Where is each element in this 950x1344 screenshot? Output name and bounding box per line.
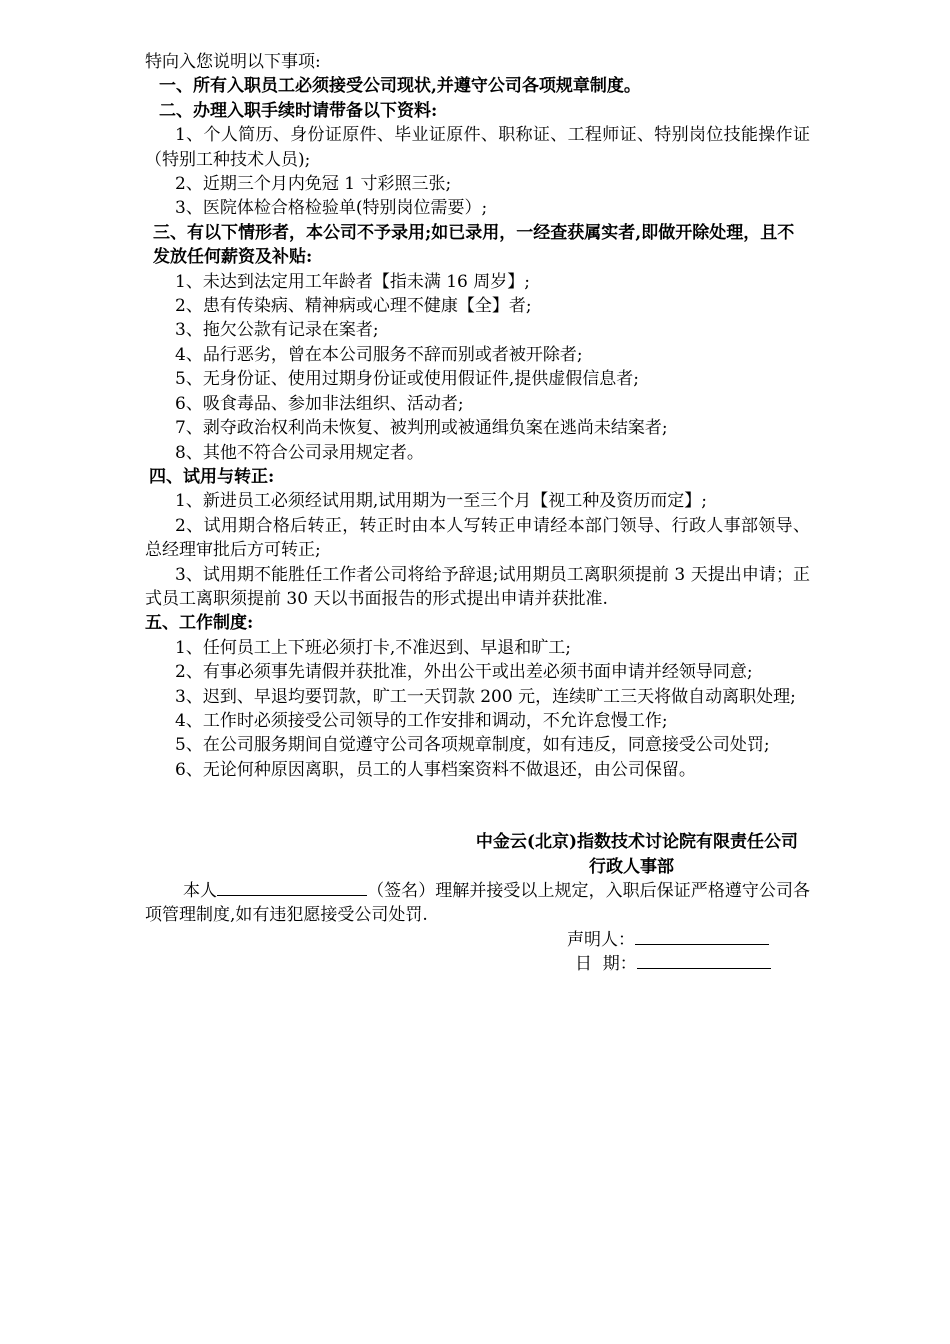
document-body xyxy=(145,50,810,977)
section-3-item: 3、拖欠公款有记录在案者; xyxy=(175,320,379,341)
declarant-row xyxy=(145,928,810,952)
section-2-item: 3、医院体检合格检验单(特别岗位需要）; xyxy=(175,198,488,219)
section-5-item: 6、无论何种原因离职，员工的人事档案资料不做退还，由公司保留。 xyxy=(175,759,696,780)
declarant-label: 声明人： xyxy=(567,929,635,950)
date-label: 日 期： xyxy=(575,954,637,975)
pledge-suffix: （签名）理解并接受以上规定，入职后保证严格遵守公司各项管理制度,如有违犯愿接受公司处罚. xyxy=(145,881,811,926)
section-5-item: 2、有事必须事先请假并获批准，外出公干或出差必须书面申请并经领导同意; xyxy=(175,662,753,683)
section-3-item: 6、吸食毒品、参加非法组织、活动者; xyxy=(175,393,464,414)
section-2-item: 2、近期三个月内免冠 1 寸彩照三张; xyxy=(175,174,452,195)
section-2-heading: 二、办理入职手续时请带备以下资料: xyxy=(159,100,438,121)
section-3-item: 1、未达到法定用工年龄者【指未满 16 周岁】; xyxy=(175,271,530,292)
section-5-item: 1、任何员工上下班必须打卡,不准迟到、早退和旷工; xyxy=(175,637,571,658)
section-3-item: 2、患有传染病、精神病或心理不健康【全】者; xyxy=(175,296,532,317)
section-1-heading: 一、所有入职员工必须接受公司现状,并遵守公司各项规章制度。 xyxy=(159,76,641,97)
date-row xyxy=(145,952,810,976)
intro-text: 特向入您说明以下事项: xyxy=(145,52,321,72)
department-name: 行政人事部 xyxy=(589,856,674,877)
section-5-item: 5、在公司服务期间自觉遵守公司各项规章制度，如有违反，同意接受公司处罚; xyxy=(175,735,770,756)
section-4-item: 3、试用期不能胜任工作者公司将给予辞退;试用期员工离职须提前 3 天提出申请；正式员工离职须提前 30 天以书面报告的形式提出申请并获批准. xyxy=(145,564,810,609)
section-3-item: 7、剥夺政治权利尚未恢复、被判刑或被通缉负案在逃尚未结案者; xyxy=(175,418,668,439)
spacer xyxy=(145,782,810,830)
declarant-blank-line[interactable] xyxy=(635,928,769,945)
pledge-statement xyxy=(145,879,810,928)
section-5-item: 4、工作时必须接受公司领导的工作安排和调动，不允许怠慢工作; xyxy=(175,710,668,731)
date-blank-line[interactable] xyxy=(637,952,771,969)
section-3-item: 5、无身份证、使用过期身份证或使用假证件,提供虚假信息者; xyxy=(175,369,639,390)
section-4-heading: 四、试用与转正: xyxy=(149,466,275,487)
section-2-item: 1、个人简历、身份证原件、毕业证原件、职称证、工程师证、特别岗位技能操作证（特别工种技术人员); xyxy=(145,125,810,170)
section-5-item: 3、迟到、早退均要罚款，旷工一天罚款 200 元，连续旷工三天将做自动离职处理; xyxy=(175,686,796,707)
section-3-heading: 三、有以下情形者，本公司不予录用;如已录用，一经查获属实者,即做开除处理，且不发放任何薪资及补贴: xyxy=(153,222,795,268)
section-3-item: 8、其他不符合公司录用规定者。 xyxy=(175,442,424,463)
section-4-item: 1、新进员工必须经试用期,试用期为一至三个月【视工种及资历而定】; xyxy=(175,491,707,512)
name-blank-line[interactable] xyxy=(217,879,367,896)
pledge-prefix: 本人 xyxy=(183,881,218,901)
section-3-item: 4、品行恶劣，曾在本公司服务不辞而别或者被开除者; xyxy=(175,344,583,365)
section-5-heading: 五、工作制度: xyxy=(145,613,254,634)
company-name: 中金云(北京)指数技术讨论院有限责任公司 xyxy=(475,832,798,853)
section-4-item: 2、试用期合格后转正，转正时由本人写转正申请经本部门领导、行政人事部领导、总经理审批后方可转正; xyxy=(145,515,810,561)
